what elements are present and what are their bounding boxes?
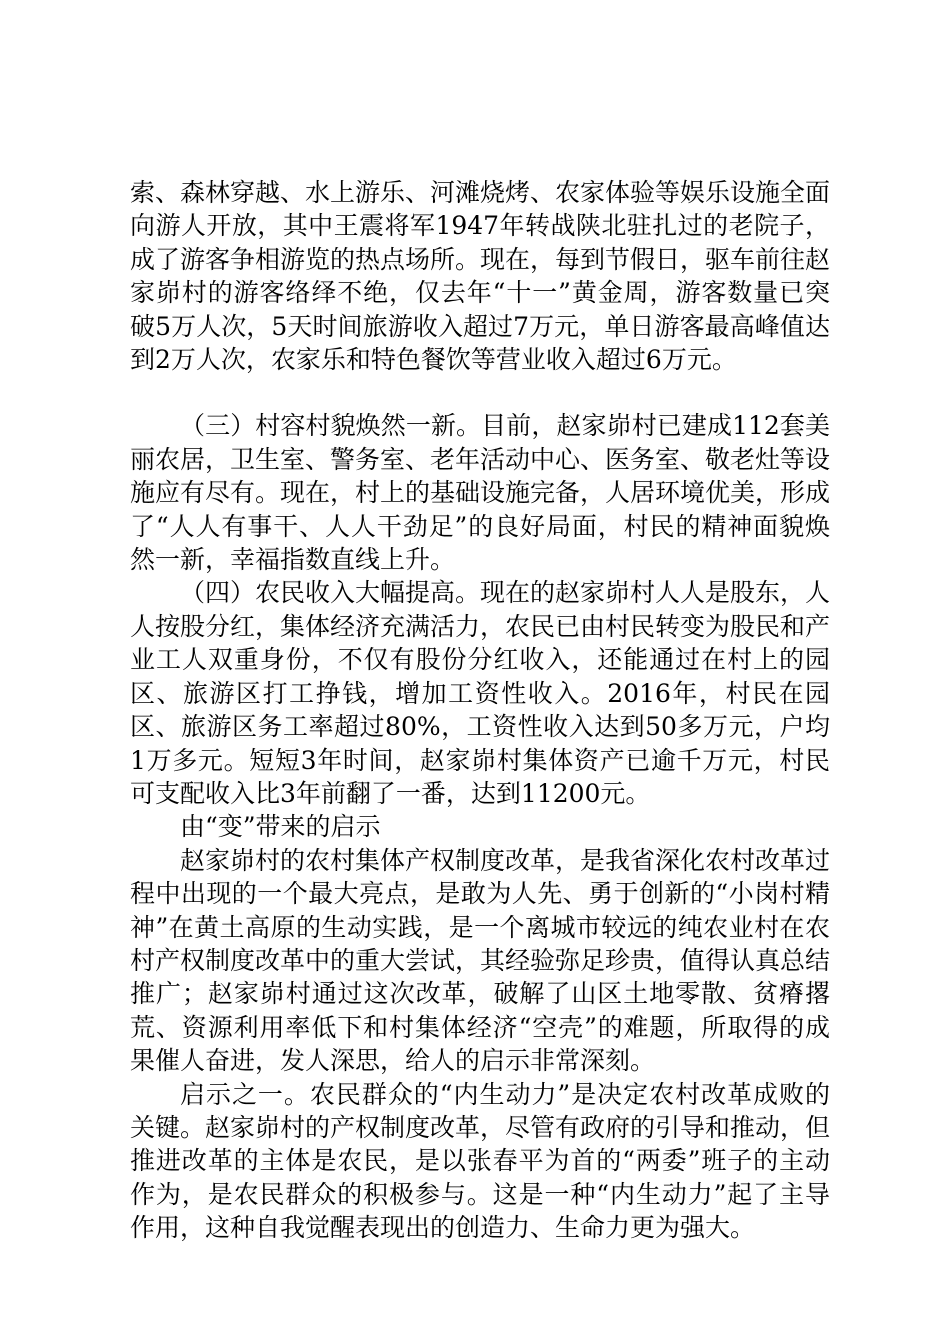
paragraph-tourism-continued: 索、森林穿越、水上游乐、河滩烧烤、农家体验等娱乐设施全面向游人开放，其中王震将军1947年转战陕北驻扎过的老院子，成了游客争相游览的热点场所。现在，每到节假日，驱车前往赵家峁村的游客络绎不绝，仅去年“十一”黄金周，游客数量已突破5万人次，5天时间旅游收入超过7万元，单日游客最高峰值达到2万人次，农家乐和特色餐饮等营业收入超过6万元。 — [130, 178, 831, 375]
paragraph-farmer-income: （四）农民收入大幅提高。现在的赵家峁村人人是股东，人人按股分红，集体经济充满活力，农民已由村民转变为股民和产业工人双重身份，不仅有股份分红收入，还能通过在村上的园区、旅游区打工挣钱，增加工资性收入。2016年，村民在园区、旅游区务工率超过80%，工资性收入达到50多万元，户均1万多元。短短3年时间，赵家峁村集体资产已逾千万元，村民可支配收入比3年前翻了一番，达到11200元。 — [130, 578, 831, 808]
document-body — [130, 176, 830, 1245]
section-heading-inspiration: 由“变”带来的启示 — [180, 812, 381, 842]
paragraph-reform-summary: 赵家峁村的农村集体产权制度改革，是我省深化农村改革过程中出现的一个最大亮点，是敢为人先、勇于创新的“小岗村精神”在黄土高原的生动实践，是一个离城市较远的纯农业村在农村产权制度改革中的重大尝试，其经验弥足珍贵，值得认真总结推广；赵家峁村通过这次改革，破解了山区土地零散、贫瘠撂荒、资源利用率低下和村集体经济“空壳”的难题，所取得的成果催人奋进，发人深思，给人的启示非常深刻。 — [130, 845, 831, 1076]
paragraph-village-appearance: （三）村容村貌焕然一新。目前，赵家峁村已建成112套美丽农居，卫生室、警务室、老年活动中心、医务室、敬老灶等设施应有尽有。现在，村上的基础设施完备，人居环境优美，形成了“人人有事干、人人干劲足”的良好局面，村民的精神面貌焕然一新，幸福指数直线上升。 — [130, 411, 831, 575]
paragraph-inspiration-one: 启示之一。农民群众的“内生动力”是决定农村改革成败的关键。赵家峁村的产权制度改革，尽管有政府的引导和推动，但推进改革的主体是农民，是以张春平为首的“两委”班子的主动作为，是农民群众的积极参与。这是一种“内生动力”起了主导作用，这种自我觉醒表现出的创造力、生命力更为强大。 — [130, 1079, 831, 1243]
